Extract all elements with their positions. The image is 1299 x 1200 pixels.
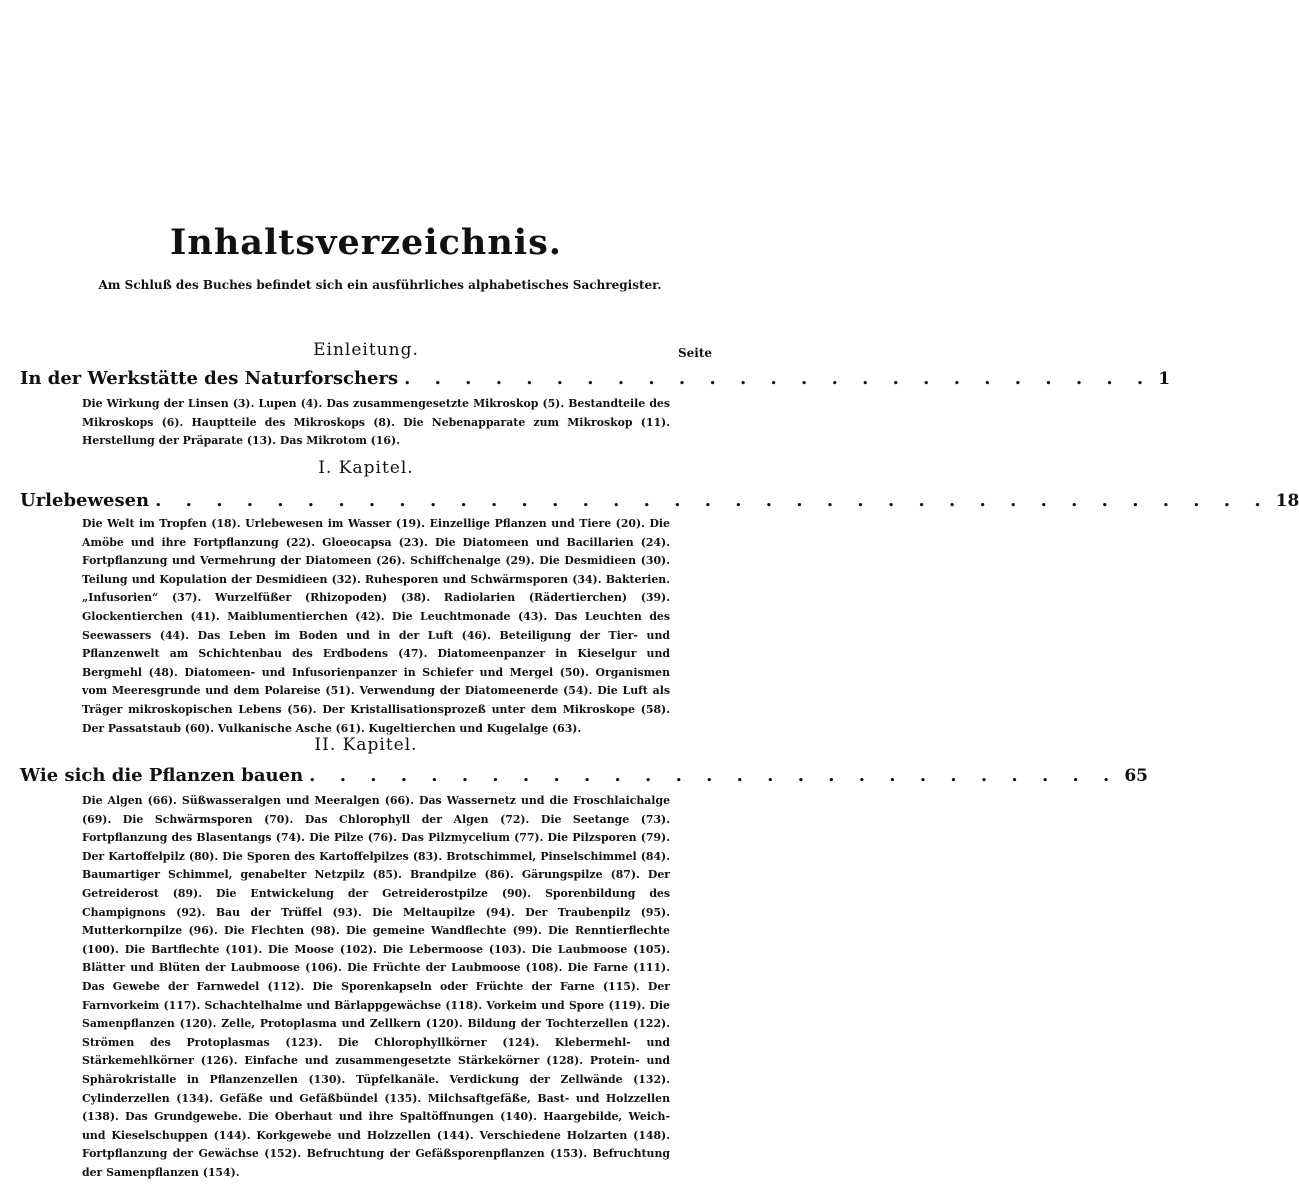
toc-entry-kapitel-1[interactable] [20,490,1299,511]
toc-page-number: 65 [1124,766,1148,786]
toc-section-contents-kapitel-2: Die Algen (66). Süßwasseralgen und Meeralgen (66). Das Wassernetz und die Froschlaichalge (69). Die Schwärmsporen (70). Das Chlorophyll der Algen (72). Die Seetange (73). Fortpflanzung des Blasentangs (74). Die Pilze (76). Das Pilzmycelium (77). Die Pilzsporen (79). Der Kartoffelpilz (80). Die Sporen des Kartoffelpilzes (83). Brotschimmel, Pinselschimmel (84). Baumartiger Schimmel, genabelter Netzpilz (85). Brandpilze (86). Gärungspilze (87). Der Getreiderost (89). Die Entwickelung der Getreiderostpilze (90). Sporenbildung des Champignons (92). Bau der Trüffel (93). Die Meltaupilze (94). Der Traubenpilz (95). Mutterkornpilze (96). Die Flechten (98). Die gemeine Wandflechte (99). Die Renntierflechte (100). Die Bartflechte (101). Die Moose (102). Die Lebermoose (103). Die Laubmoose (105). Blätter und Blüten der Laubmoose (106). Die Früchte der Laubmoose (108). Die Farne (111). Das Gewebe der Farnwedel (112). Die Sporenkapseln oder Früchte der Farne (115). Der Farnvorkeim (117). Schachtelhalme und Bärlappgewächse (118). Vorkeim und Spore (119). Die Samenpflanzen (120). Zelle, Protoplasma und Zellkern (120). Bildung der Tochterzellen (122). Strömen des Protoplasmas (123). Die Chlorophyllkörner (124). Klebermehl- und Stärkemehlkörner (126). Einfache und zusammengesetzte Stärkekörner (128). Protein- und Sphärokristalle in Pflanzenzellen (130). Tüpfelkanäle. Verdickung der Zellwände (132). Cylinderzellen (134). Gefäße und Gefäßbündel (135). Milchsaftgefäße, Bast- und Holzzellen (138). Das Grundgewebe. Die Oberhaut und ihre Spaltöffnungen (140). Haargebilde, Weich- und Kieselschuppen (144). Korkgewebe und Holzzellen (144). Verschiedene Holzarten (148). Fortpflanzung der Gewächse (152). Befruchtung der Gefäßsporenpflanzen (153). Befruchtung der Samenpflanzen (154). [82,794,670,1179]
toc-entry-einleitung[interactable] [20,368,1171,389]
toc-entry-title: In der Werkstätte des Naturforschers [20,368,399,389]
page-column-label: Seite [677,346,712,360]
toc-leader-dots: . . . . . . . . . . . . . . . . . . . . . . . . . . . . . . . . . . . . . [155,490,1270,511]
toc-entry-title: Urlebewesen [20,490,150,511]
toc-section-contents-kapitel-1: Die Welt im Tropfen (18). Urlebewesen im Wasser (19). Einzellige Pflanzen und Tiere (20). Die Amöbe und ihre Fortpflanzung (22). Gloeocapsa (23). Die Diatomeen und Bacillarien (24). Fortpflanzung und Vermehrung der Diatomeen (26). Schiffchenalge (29). Die Desmidieen (30). Teilung und Kopulation der Desmidieen (32). Ruhesporen und Schwärmsporen (34). Bakterien. „Infusorien“ (37). Wurzelfüßer (Rhizopoden) (38). Radiolarien (Rädertierchen) (39). Glockentierchen (41). Maiblumentierchen (42). Die Leuchtmonade (43). Das Leuchten des Seewassers (44). Das Leben im Boden und in der Luft (46). Beteiligung der Tier- und Pflanzenwelt am Schichtenbau des Erdbodens (47). Diatomeenpanzer in Kieselgur und Bergmehl (48). Diatomeen- und Infusorienpanzer in Schiefer und Mergel (50). Organismen vom Meeresgrunde und dem Polareise (51). Verwendung der Diatomeenerde (54). Die Luft als Träger mikroskopischen Lebens (56). Der Kristallisationsprozeß unter dem Mikroskope (58). Der Passatstaub (60). Vulkanische Asche (61). Kugeltierchen und Kugelalge (63). [82,517,670,735]
toc-entry-kapitel-2[interactable] [20,765,1148,786]
page-title: Inhaltsverzeichnis. [170,222,562,263]
toc-section-contents-einleitung: Die Wirkung der Linsen (3). Lupen (4). Das zusammengesetzte Mikroskop (5). Bestandteile des Mikroskops (6). Hauptteile des Mikroskops (8). Die Nebenapparate zum Mikroskop (11). Herstellung der Präparate (13). Das Mikrotom (16). [82,397,670,448]
toc-entry-title: Wie sich die Pflanzen bauen [20,765,304,786]
toc-page-number: 18 [1275,491,1299,511]
toc-page-number: 1 [1158,369,1171,389]
toc-leader-dots: . . . . . . . . . . . . . . . . . . . . . . . . . [404,368,1153,389]
toc-leader-dots: . . . . . . . . . . . . . . . . . . . . . . . . . . . [309,765,1119,786]
section-heading-kapitel-1: I. Kapitel. [318,458,414,478]
section-heading-kapitel-2: II. Kapitel. [314,735,418,755]
section-heading-einleitung: Einleitung. [313,340,419,360]
page-subtitle: Am Schluß des Buches befindet sich ein ausführliches alphabetisches Sachregister. [98,278,662,292]
